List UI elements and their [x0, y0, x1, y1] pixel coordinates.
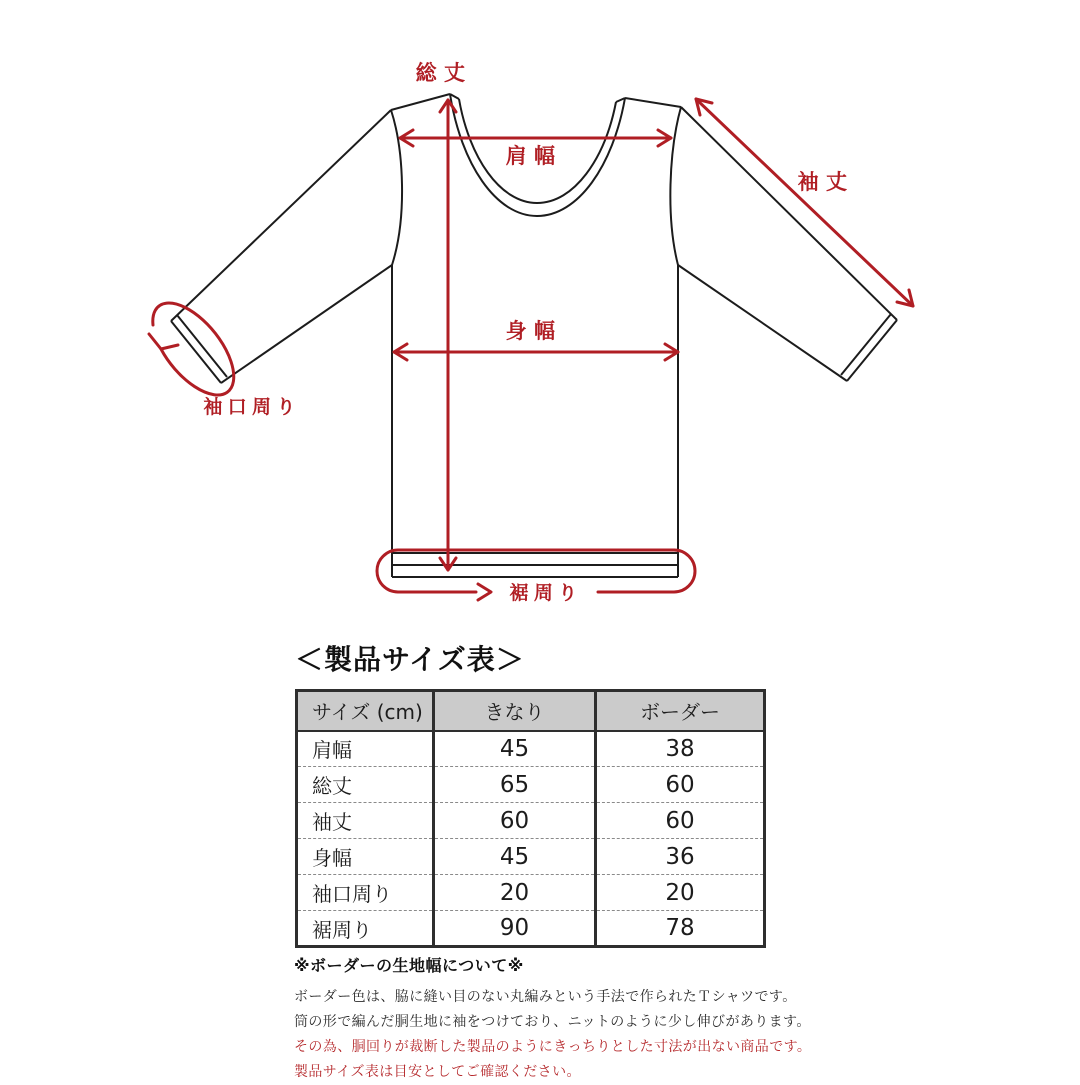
kinari-value: 65	[434, 767, 596, 803]
table-row	[297, 731, 765, 767]
left-cuff-inner	[177, 315, 227, 377]
body-width-label: 身幅	[505, 319, 563, 343]
right-armhole-curve	[670, 107, 681, 265]
border-value: 60	[596, 803, 765, 839]
shoulder-width-label: 肩幅	[505, 144, 563, 168]
border-value: 36	[596, 839, 765, 875]
kinari-value: 45	[434, 731, 596, 767]
notes-heading: ※ボーダーの生地幅について※	[294, 956, 524, 975]
size-table-section	[295, 638, 767, 948]
sleeve-length-label: 袖丈	[797, 170, 855, 194]
border-value: 20	[596, 875, 765, 911]
cuff-circumference-arrowhead	[149, 334, 178, 349]
right-sleeve-underside	[678, 265, 847, 381]
fabric-width-notes	[294, 953, 854, 1085]
right-sleeve-top	[681, 107, 897, 320]
size-table	[295, 689, 766, 948]
border-value: 78	[596, 911, 765, 947]
header-size-cm: サイズ (cm)	[297, 691, 434, 731]
kinari-value: 60	[434, 803, 596, 839]
kinari-value: 90	[434, 911, 596, 947]
table-row	[297, 911, 765, 947]
hem-circumference-loop-right	[598, 550, 695, 592]
row-label: 総丈	[297, 767, 434, 803]
border-value: 60	[596, 767, 765, 803]
table-row	[297, 875, 765, 911]
right-cuff-inner	[841, 314, 891, 375]
left-sleeve-underside	[221, 265, 392, 383]
sleeve-length-arrow	[696, 99, 913, 306]
table-row	[297, 839, 765, 875]
note-line-red: その為、胴回りが裁断した製品のようにきっちりとした寸法が出ない商品です。	[294, 1039, 812, 1055]
header-border: ボーダー	[596, 691, 765, 731]
measurement-labels	[203, 61, 854, 604]
row-label: 裾周り	[312, 917, 372, 942]
header-kinari: きなり	[434, 691, 596, 731]
right-cuff-outer	[847, 320, 897, 381]
kinari-value: 45	[434, 839, 596, 875]
note-line: 筒の形で編んだ胴生地に袖をつけており、ニットのように少し伸びがあります。	[294, 1014, 811, 1030]
row-label: 身幅	[297, 839, 434, 875]
kinari-value: 20	[434, 875, 596, 911]
row-label: 袖丈	[297, 803, 434, 839]
note-line: ボーダー色は、脇に縫い目のない丸編みという手法で作られたＴシャツです。	[294, 989, 797, 1005]
cuff-circumference-label: 袖口周り	[203, 396, 301, 418]
table-row	[297, 803, 765, 839]
left-armhole-curve	[391, 110, 402, 265]
size-table-title: ＜製品サイズ表＞	[295, 643, 525, 676]
table-row	[297, 767, 765, 803]
total-length-label: 総丈	[415, 61, 473, 85]
shoulder-seam-right	[625, 98, 681, 107]
row-label: 肩幅	[297, 731, 434, 767]
row-label: 袖口周り	[297, 875, 434, 911]
hem-circumference-arrowhead	[478, 584, 491, 600]
border-value: 38	[596, 731, 765, 767]
note-line-red: 製品サイズ表は目安としてご確認ください。	[294, 1064, 581, 1080]
size-table-header-row	[297, 691, 765, 731]
hem-circumference-label: 裾周り	[509, 582, 583, 604]
